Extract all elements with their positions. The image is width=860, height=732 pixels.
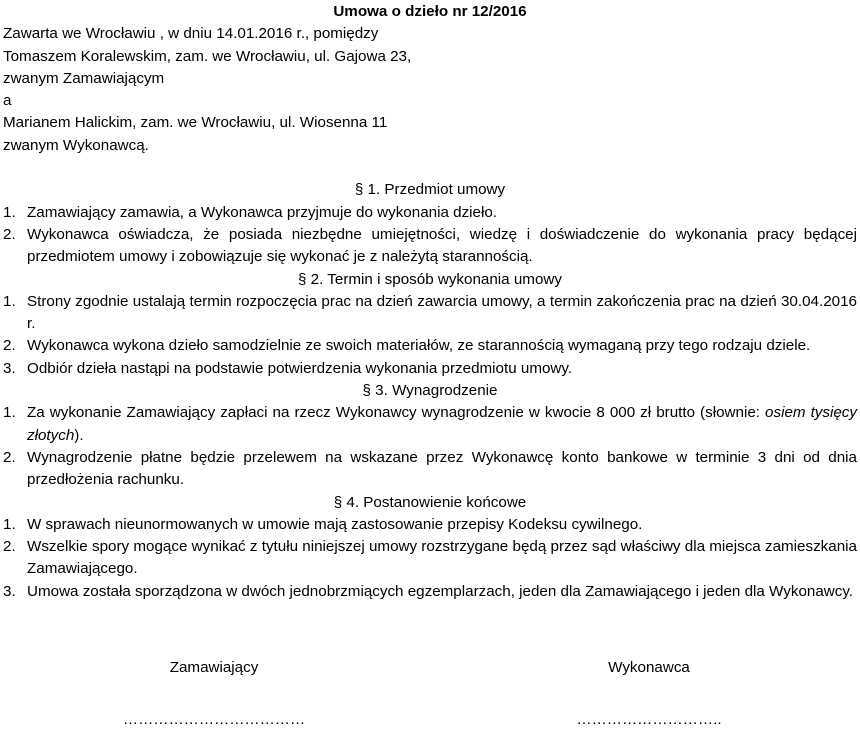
section-points [3, 291, 857, 380]
point-number: 1. [3, 515, 16, 533]
point-text: Odbiór dzieła nastąpi na podstawie potwierdzenia wykonania przedmiotu umowy. [27, 359, 573, 377]
list-item [3, 447, 857, 492]
point-text: Strony zgodnie ustalają termin rozpoczęcia prac na dzień zawarcia umowy, a termin zakończenia prac na dzień 30.04.2016 r. [27, 292, 857, 333]
section-heading: § 1. Przedmiot umowy [354, 181, 506, 199]
point-text-before: Za wykonanie Zamawiający zapłaci na rzecz Wykonawcy wynagrodzenie w kwocie 8 000 zł brutto (słownie: [27, 404, 766, 422]
intro-line-party-one: Tomaszem Koralewskim, zam. we Wrocławiu, ul. Gajowa 23, [3, 47, 412, 65]
point-number: 3. [3, 359, 16, 377]
point-text: W sprawach nieunormowanych w umowie mają zastosowanie przepisy Kodeksu cywilnego. [27, 515, 643, 533]
intro-line-party-one-role: zwanym Zamawiającym [3, 69, 165, 87]
signature-block [3, 657, 857, 727]
point-number: 2. [3, 448, 16, 466]
signature-label-client: Zamawiający [169, 659, 259, 676]
contract-intro [3, 23, 857, 157]
list-item [3, 335, 857, 357]
list-item [3, 202, 857, 224]
point-text-italic: osiem tysięcy złotych [27, 404, 857, 444]
section-heading: § 3. Wynagrodzenie [362, 382, 498, 400]
list-item [3, 514, 857, 536]
section-4 [3, 492, 857, 603]
point-number: 2. [3, 337, 16, 355]
document-title: Umowa o dzieło nr 12/2016 [333, 3, 527, 20]
signature-line-contractor: ……………………….. [576, 711, 722, 729]
intro-line-place-date: Zawarta we Wrocławiu , w dniu 14.01.2016 r., pomiędzy [3, 25, 379, 43]
intro-line-party-two: Marianem Halickim, zam. we Wrocławiu, ul. Wiosenna 11 [3, 114, 388, 132]
point-text-after: ). [74, 426, 84, 444]
point-number: 2. [3, 538, 16, 556]
signature-contractor [549, 657, 749, 732]
section-3 [3, 380, 857, 491]
point-text: Umowa została sporządzona w dwóch jednobrzmiących egzemplarzach, jeden dla Zamawiającego i jeden dla Wykonawcy. [27, 582, 854, 600]
intro-line-party-two-role: zwanym Wykonawcą. [3, 136, 149, 154]
spacer [3, 157, 857, 179]
list-item [3, 536, 857, 581]
section-points [3, 402, 857, 491]
point-number: 1. [3, 203, 16, 221]
point-text: Wszelkie spory mogące wynikać z tytułu niniejszej umowy rozstrzygane będą przez sąd właściwy dla miejsca zamieszkania Zamawiającego. [27, 538, 857, 578]
section-points [3, 202, 857, 269]
point-number: 1. [3, 404, 16, 422]
section-2 [3, 269, 857, 380]
point-number: 2. [3, 225, 16, 243]
contract-document [3, 1, 857, 729]
intro-line-conjunction: a [3, 92, 12, 110]
section-1 [3, 179, 857, 268]
point-number: 3. [3, 582, 16, 600]
signature-client [114, 657, 314, 732]
section-points [3, 514, 857, 603]
point-text: Wynagrodzenie płatne będzie przelewem na wskazane przez Wykonawcę konto bankowe w terminie 3 dni od dnia przedłożenia rachunku. [27, 448, 857, 489]
signature-line-client: ……………………………… [122, 711, 306, 729]
point-text: Zamawiający zamawia, a Wykonawca przyjmuje do wykonania dzieło. [27, 203, 498, 221]
point-number: 1. [3, 292, 16, 310]
list-item [3, 402, 857, 447]
list-item [3, 581, 857, 603]
section-heading: § 2. Termin i sposób wykonania umowy [298, 270, 562, 288]
point-text: Wykonawca wykona dzieło samodzielnie ze swoich materiałów, ze starannością wymaganą przy tego rodzaju dziele. [27, 337, 811, 355]
section-heading: § 4. Postanowienie końcowe [333, 493, 527, 511]
point-text: Wykonawca oświadcza, że posiada niezbędne umiejętności, wiedzę i doświadczenie do wykonania pracy będącej przedmiotem umowy i zobowiązuje się wykonać je z należytą starannością. [27, 225, 857, 266]
list-item [3, 291, 857, 336]
list-item [3, 358, 857, 380]
list-item [3, 224, 857, 269]
signature-label-contractor: Wykonawca [608, 659, 690, 676]
